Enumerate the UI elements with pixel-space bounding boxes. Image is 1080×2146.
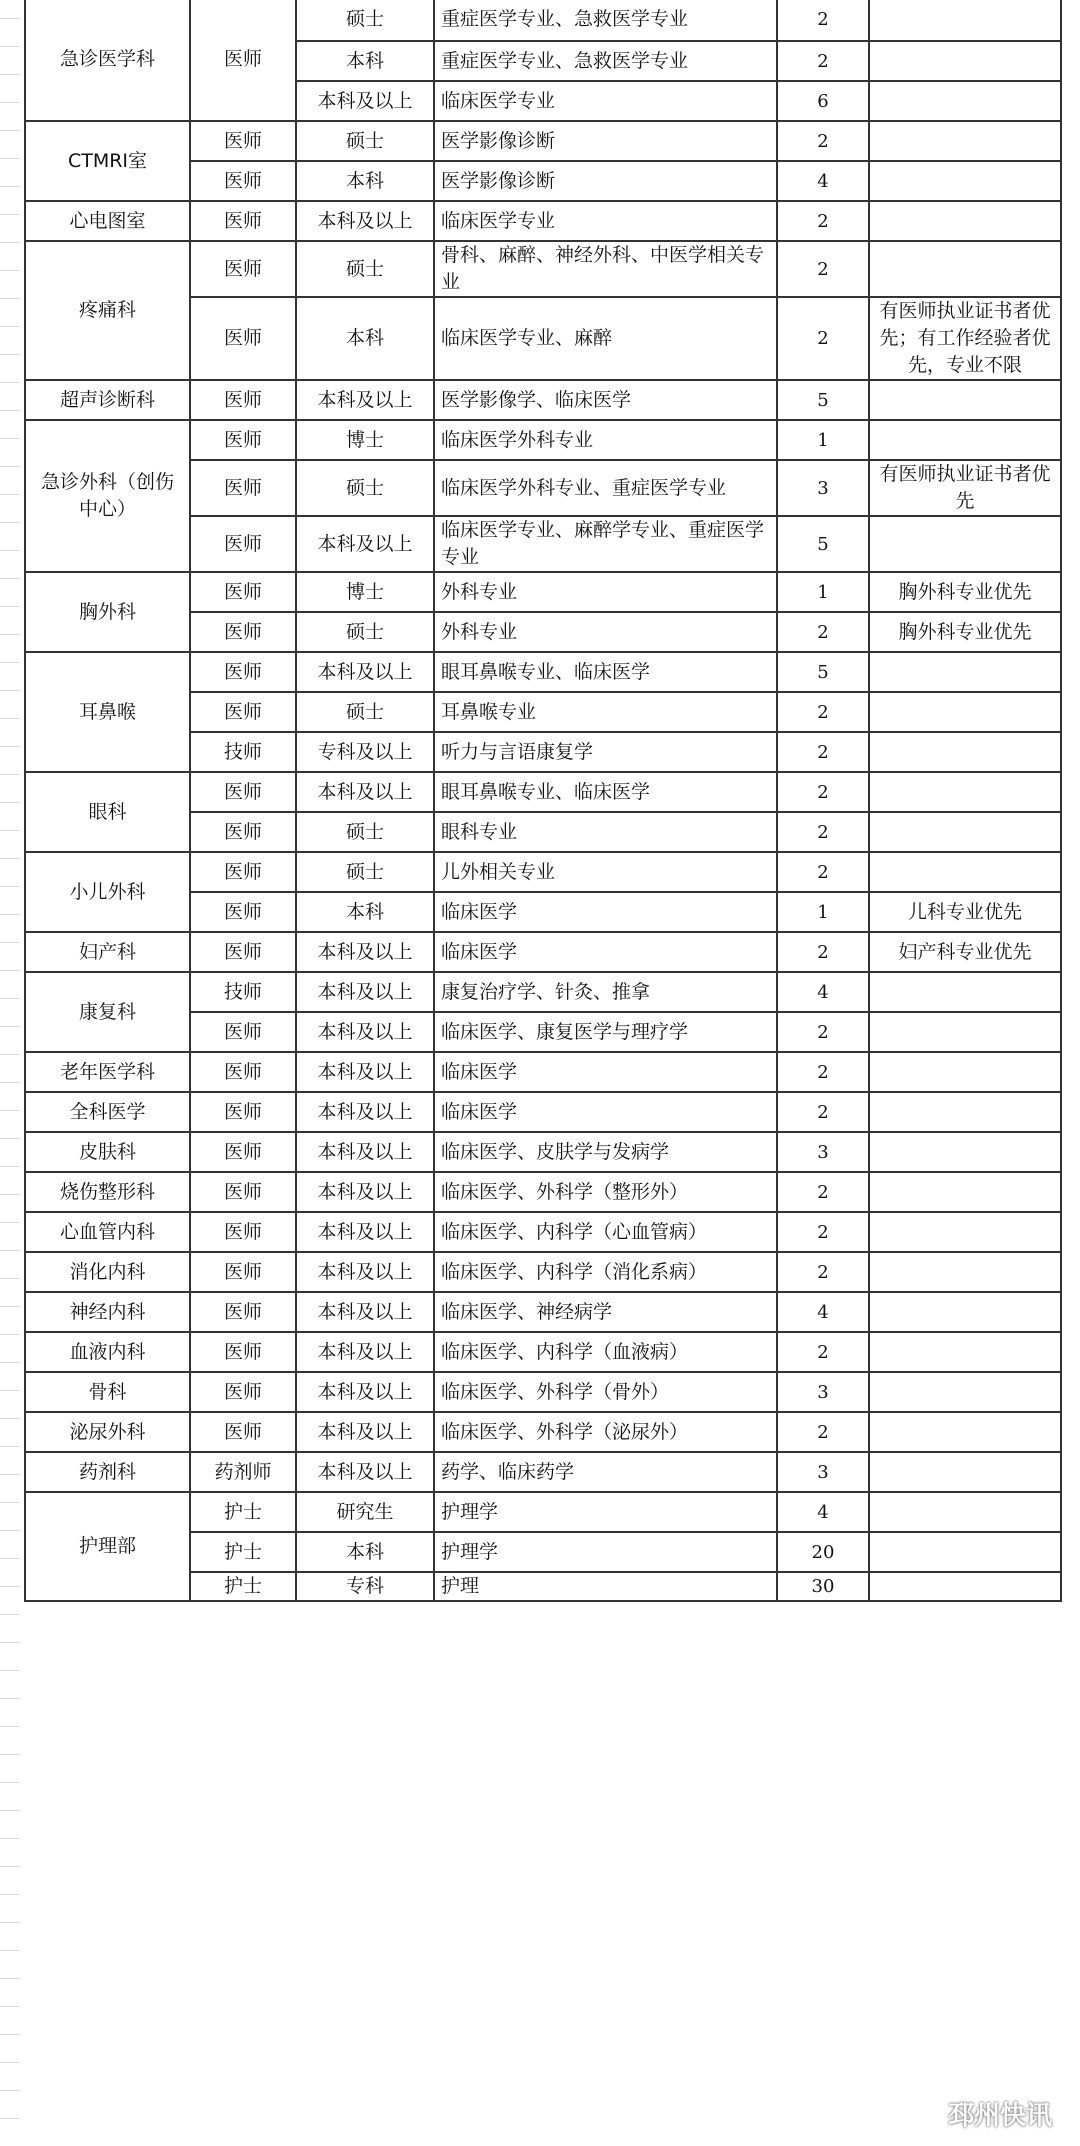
table-row bbox=[25, 1332, 1061, 1372]
note-cell bbox=[869, 41, 1061, 81]
major-cell: 医学影像学、临床医学 bbox=[434, 380, 777, 420]
note-cell bbox=[869, 852, 1061, 892]
department-cell: 心电图室 bbox=[25, 201, 190, 241]
major-cell: 临床医学 bbox=[434, 932, 777, 972]
major-cell: 临床医学专业、麻醉学专业、重症医学专业 bbox=[434, 516, 777, 572]
degree-cell: 本科及以上 bbox=[296, 1292, 434, 1332]
major-cell: 重症医学专业、急救医学专业 bbox=[434, 41, 777, 81]
note-cell bbox=[869, 1412, 1061, 1452]
position-cell: 医师 bbox=[190, 612, 296, 652]
table-row bbox=[25, 972, 1061, 1012]
degree-cell: 本科及以上 bbox=[296, 1332, 434, 1372]
note-cell bbox=[869, 1212, 1061, 1252]
note-cell bbox=[869, 1132, 1061, 1172]
count-cell: 2 bbox=[777, 1332, 869, 1372]
watermark-text: 邳州快讯 bbox=[947, 2101, 1052, 2131]
count-cell: 4 bbox=[777, 161, 869, 201]
position-cell: 医师 bbox=[190, 460, 296, 516]
count-cell: 1 bbox=[777, 892, 869, 932]
major-cell: 医学影像诊断 bbox=[434, 121, 777, 161]
department-cell: 骨科 bbox=[25, 1372, 190, 1412]
count-cell: 3 bbox=[777, 460, 869, 516]
department-cell: 护理部 bbox=[25, 1492, 190, 1601]
count-cell: 2 bbox=[777, 1092, 869, 1132]
count-cell: 2 bbox=[777, 1172, 869, 1212]
note-cell bbox=[869, 241, 1061, 297]
position-cell: 医师 bbox=[190, 692, 296, 732]
major-cell: 耳鼻喉专业 bbox=[434, 692, 777, 732]
count-cell: 5 bbox=[777, 652, 869, 692]
position-cell: 医师 bbox=[190, 121, 296, 161]
note-cell bbox=[869, 516, 1061, 572]
count-cell: 2 bbox=[777, 812, 869, 852]
degree-cell: 本科 bbox=[296, 161, 434, 201]
department-cell: 烧伤整形科 bbox=[25, 1172, 190, 1212]
position-cell: 技师 bbox=[190, 732, 296, 772]
count-cell: 2 bbox=[777, 1012, 869, 1052]
department-cell: 急诊医学科 bbox=[25, 0, 190, 121]
degree-cell: 硕士 bbox=[296, 692, 434, 732]
position-cell: 医师 bbox=[190, 161, 296, 201]
note-cell bbox=[869, 1372, 1061, 1412]
major-cell: 眼耳鼻喉专业、临床医学 bbox=[434, 652, 777, 692]
major-cell: 医学影像诊断 bbox=[434, 161, 777, 201]
position-cell: 药剂师 bbox=[190, 1452, 296, 1492]
count-cell: 2 bbox=[777, 772, 869, 812]
note-cell bbox=[869, 201, 1061, 241]
note-cell bbox=[869, 1492, 1061, 1532]
major-cell: 临床医学 bbox=[434, 892, 777, 932]
note-cell bbox=[869, 1172, 1061, 1212]
table-row bbox=[25, 1172, 1061, 1212]
note-cell bbox=[869, 732, 1061, 772]
major-cell: 临床医学外科专业 bbox=[434, 420, 777, 460]
table-row bbox=[25, 1052, 1061, 1092]
degree-cell: 硕士 bbox=[296, 852, 434, 892]
degree-cell: 本科及以上 bbox=[296, 932, 434, 972]
note-cell bbox=[869, 692, 1061, 732]
degree-cell: 本科及以上 bbox=[296, 1012, 434, 1052]
table-row bbox=[25, 1412, 1061, 1452]
count-cell: 4 bbox=[777, 1492, 869, 1532]
table-row bbox=[25, 572, 1061, 612]
degree-cell: 博士 bbox=[296, 572, 434, 612]
degree-cell: 专科 bbox=[296, 1572, 434, 1601]
major-cell: 临床医学、康复医学与理疗学 bbox=[434, 1012, 777, 1052]
degree-cell: 本科及以上 bbox=[296, 1372, 434, 1412]
count-cell: 4 bbox=[777, 972, 869, 1012]
degree-cell: 本科及以上 bbox=[296, 1092, 434, 1132]
department-cell: 疼痛科 bbox=[25, 241, 190, 380]
table-row bbox=[25, 932, 1061, 972]
note-cell bbox=[869, 772, 1061, 812]
note-cell bbox=[869, 1092, 1061, 1132]
count-cell: 2 bbox=[777, 932, 869, 972]
degree-cell: 硕士 bbox=[296, 812, 434, 852]
note-cell: 妇产科专业优先 bbox=[869, 932, 1061, 972]
count-cell: 2 bbox=[777, 1212, 869, 1252]
degree-cell: 本科及以上 bbox=[296, 380, 434, 420]
major-cell: 临床医学、内科学（血液病） bbox=[434, 1332, 777, 1372]
major-cell: 外科专业 bbox=[434, 612, 777, 652]
position-cell: 护士 bbox=[190, 1492, 296, 1532]
major-cell: 临床医学、皮肤学与发病学 bbox=[434, 1132, 777, 1172]
department-cell: 泌尿外科 bbox=[25, 1412, 190, 1452]
note-cell bbox=[869, 380, 1061, 420]
degree-cell: 本科 bbox=[296, 297, 434, 380]
note-cell bbox=[869, 1572, 1061, 1601]
table-row bbox=[25, 201, 1061, 241]
position-cell: 医师 bbox=[190, 1252, 296, 1292]
count-cell: 1 bbox=[777, 572, 869, 612]
table-row bbox=[25, 772, 1061, 812]
degree-cell: 本科及以上 bbox=[296, 1132, 434, 1172]
degree-cell: 本科及以上 bbox=[296, 201, 434, 241]
count-cell: 20 bbox=[777, 1532, 869, 1572]
degree-cell: 硕士 bbox=[296, 241, 434, 297]
count-cell: 2 bbox=[777, 121, 869, 161]
department-cell: CTMRI室 bbox=[25, 121, 190, 201]
position-cell: 护士 bbox=[190, 1572, 296, 1601]
degree-cell: 研究生 bbox=[296, 1492, 434, 1532]
department-cell: 康复科 bbox=[25, 972, 190, 1052]
major-cell: 药学、临床药学 bbox=[434, 1452, 777, 1492]
major-cell: 护理学 bbox=[434, 1492, 777, 1532]
note-cell bbox=[869, 420, 1061, 460]
degree-cell: 本科及以上 bbox=[296, 1412, 434, 1452]
department-cell: 消化内科 bbox=[25, 1252, 190, 1292]
table-row bbox=[25, 852, 1061, 892]
degree-cell: 本科及以上 bbox=[296, 1252, 434, 1292]
table-row bbox=[25, 380, 1061, 420]
degree-cell: 本科及以上 bbox=[296, 81, 434, 121]
table-row bbox=[25, 121, 1061, 161]
degree-cell: 硕士 bbox=[296, 612, 434, 652]
degree-cell: 本科及以上 bbox=[296, 516, 434, 572]
position-cell: 医师 bbox=[190, 1372, 296, 1412]
degree-cell: 硕士 bbox=[296, 0, 434, 41]
position-cell: 医师 bbox=[190, 241, 296, 297]
note-cell bbox=[869, 1052, 1061, 1092]
note-cell bbox=[869, 1292, 1061, 1332]
position-cell: 医师 bbox=[190, 0, 296, 121]
note-cell: 胸外科专业优先 bbox=[869, 572, 1061, 612]
count-cell: 1 bbox=[777, 420, 869, 460]
table-row bbox=[25, 1252, 1061, 1292]
degree-cell: 本科 bbox=[296, 892, 434, 932]
major-cell: 重症医学专业、急救医学专业 bbox=[434, 0, 777, 41]
count-cell: 2 bbox=[777, 297, 869, 380]
position-cell: 医师 bbox=[190, 1172, 296, 1212]
major-cell: 儿外相关专业 bbox=[434, 852, 777, 892]
table-row bbox=[25, 241, 1061, 297]
count-cell: 2 bbox=[777, 732, 869, 772]
department-cell: 眼科 bbox=[25, 772, 190, 852]
major-cell: 听力与言语康复学 bbox=[434, 732, 777, 772]
note-cell bbox=[869, 81, 1061, 121]
major-cell: 临床医学、外科学（泌尿外） bbox=[434, 1412, 777, 1452]
count-cell: 4 bbox=[777, 1292, 869, 1332]
count-cell: 2 bbox=[777, 612, 869, 652]
note-cell bbox=[869, 1252, 1061, 1292]
position-cell: 医师 bbox=[190, 572, 296, 612]
major-cell: 护理学 bbox=[434, 1532, 777, 1572]
position-cell: 技师 bbox=[190, 972, 296, 1012]
count-cell: 5 bbox=[777, 516, 869, 572]
degree-cell: 硕士 bbox=[296, 121, 434, 161]
department-cell: 胸外科 bbox=[25, 572, 190, 652]
table-row bbox=[25, 1452, 1061, 1492]
table-row bbox=[25, 420, 1061, 460]
major-cell: 临床医学、神经病学 bbox=[434, 1292, 777, 1332]
degree-cell: 硕士 bbox=[296, 460, 434, 516]
major-cell: 临床医学、外科学（整形外） bbox=[434, 1172, 777, 1212]
count-cell: 2 bbox=[777, 1412, 869, 1452]
major-cell: 临床医学、内科学（心血管病） bbox=[434, 1212, 777, 1252]
position-cell: 医师 bbox=[190, 380, 296, 420]
note-cell bbox=[869, 161, 1061, 201]
count-cell: 2 bbox=[777, 241, 869, 297]
department-cell: 妇产科 bbox=[25, 932, 190, 972]
position-cell: 护士 bbox=[190, 1532, 296, 1572]
major-cell: 临床医学 bbox=[434, 1092, 777, 1132]
note-cell: 儿科专业优先 bbox=[869, 892, 1061, 932]
major-cell: 护理 bbox=[434, 1572, 777, 1601]
note-cell bbox=[869, 1332, 1061, 1372]
position-cell: 医师 bbox=[190, 892, 296, 932]
table-row bbox=[25, 1132, 1061, 1172]
degree-cell: 本科及以上 bbox=[296, 1452, 434, 1492]
count-cell: 2 bbox=[777, 1052, 869, 1092]
table-row bbox=[25, 1372, 1061, 1412]
department-cell: 药剂科 bbox=[25, 1452, 190, 1492]
degree-cell: 本科及以上 bbox=[296, 772, 434, 812]
major-cell: 临床医学外科专业、重症医学专业 bbox=[434, 460, 777, 516]
position-cell: 医师 bbox=[190, 1412, 296, 1452]
count-cell: 5 bbox=[777, 380, 869, 420]
department-cell: 神经内科 bbox=[25, 1292, 190, 1332]
count-cell: 3 bbox=[777, 1372, 869, 1412]
table-row bbox=[25, 652, 1061, 692]
position-cell: 医师 bbox=[190, 1332, 296, 1372]
department-cell: 超声诊断科 bbox=[25, 380, 190, 420]
department-cell: 老年医学科 bbox=[25, 1052, 190, 1092]
table-row bbox=[25, 1092, 1061, 1132]
major-cell: 临床医学、外科学（骨外） bbox=[434, 1372, 777, 1412]
note-cell bbox=[869, 121, 1061, 161]
note-cell: 胸外科专业优先 bbox=[869, 612, 1061, 652]
degree-cell: 本科及以上 bbox=[296, 1212, 434, 1252]
major-cell: 眼科专业 bbox=[434, 812, 777, 852]
position-cell: 医师 bbox=[190, 932, 296, 972]
position-cell: 医师 bbox=[190, 1052, 296, 1092]
recruitment-table bbox=[24, 0, 1062, 1602]
count-cell: 2 bbox=[777, 852, 869, 892]
position-cell: 医师 bbox=[190, 812, 296, 852]
position-cell: 医师 bbox=[190, 1132, 296, 1172]
degree-cell: 本科 bbox=[296, 1532, 434, 1572]
department-cell: 耳鼻喉 bbox=[25, 652, 190, 772]
note-cell bbox=[869, 812, 1061, 852]
department-cell: 急诊外科（创伤中心） bbox=[25, 420, 190, 572]
count-cell: 3 bbox=[777, 1132, 869, 1172]
note-cell bbox=[869, 972, 1061, 1012]
department-cell: 血液内科 bbox=[25, 1332, 190, 1372]
position-cell: 医师 bbox=[190, 420, 296, 460]
position-cell: 医师 bbox=[190, 1012, 296, 1052]
degree-cell: 本科 bbox=[296, 41, 434, 81]
degree-cell: 本科及以上 bbox=[296, 1052, 434, 1092]
position-cell: 医师 bbox=[190, 1212, 296, 1252]
department-cell: 皮肤科 bbox=[25, 1132, 190, 1172]
major-cell: 康复治疗学、针灸、推拿 bbox=[434, 972, 777, 1012]
position-cell: 医师 bbox=[190, 516, 296, 572]
position-cell: 医师 bbox=[190, 652, 296, 692]
department-cell: 小儿外科 bbox=[25, 852, 190, 932]
note-cell bbox=[869, 1452, 1061, 1492]
note-cell bbox=[869, 1012, 1061, 1052]
watermark bbox=[906, 2095, 1052, 2132]
count-cell: 2 bbox=[777, 41, 869, 81]
degree-cell: 本科及以上 bbox=[296, 652, 434, 692]
major-cell: 临床医学专业 bbox=[434, 81, 777, 121]
position-cell: 医师 bbox=[190, 297, 296, 380]
major-cell: 外科专业 bbox=[434, 572, 777, 612]
note-cell: 有医师执业证书者优先；有工作经验者优先，专业不限 bbox=[869, 297, 1061, 380]
major-cell: 骨科、麻醉、神经外科、中医学相关专业 bbox=[434, 241, 777, 297]
table-row bbox=[25, 1212, 1061, 1252]
position-cell: 医师 bbox=[190, 1092, 296, 1132]
count-cell: 2 bbox=[777, 0, 869, 41]
degree-cell: 本科及以上 bbox=[296, 972, 434, 1012]
position-cell: 医师 bbox=[190, 201, 296, 241]
major-cell: 临床医学 bbox=[434, 1052, 777, 1092]
major-cell: 临床医学专业 bbox=[434, 201, 777, 241]
count-cell: 6 bbox=[777, 81, 869, 121]
note-cell bbox=[869, 1532, 1061, 1572]
department-cell: 心血管内科 bbox=[25, 1212, 190, 1252]
position-cell: 医师 bbox=[190, 1292, 296, 1332]
major-cell: 临床医学专业、麻醉 bbox=[434, 297, 777, 380]
note-cell bbox=[869, 0, 1061, 41]
count-cell: 2 bbox=[777, 201, 869, 241]
position-cell: 医师 bbox=[190, 852, 296, 892]
left-margin-rules bbox=[0, 0, 24, 2146]
table-row bbox=[25, 1492, 1061, 1532]
table-row bbox=[25, 1292, 1061, 1332]
department-cell: 全科医学 bbox=[25, 1092, 190, 1132]
count-cell: 2 bbox=[777, 1252, 869, 1292]
degree-cell: 专科及以上 bbox=[296, 732, 434, 772]
major-cell: 临床医学、内科学（消化系病） bbox=[434, 1252, 777, 1292]
wechat-icon bbox=[906, 2100, 940, 2128]
note-cell bbox=[869, 652, 1061, 692]
degree-cell: 博士 bbox=[296, 420, 434, 460]
count-cell: 2 bbox=[777, 692, 869, 732]
degree-cell: 本科及以上 bbox=[296, 1172, 434, 1212]
note-cell: 有医师执业证书者优先 bbox=[869, 460, 1061, 516]
major-cell: 眼耳鼻喉专业、临床医学 bbox=[434, 772, 777, 812]
count-cell: 30 bbox=[777, 1572, 869, 1601]
table-row bbox=[25, 0, 1061, 41]
count-cell: 3 bbox=[777, 1452, 869, 1492]
position-cell: 医师 bbox=[190, 772, 296, 812]
